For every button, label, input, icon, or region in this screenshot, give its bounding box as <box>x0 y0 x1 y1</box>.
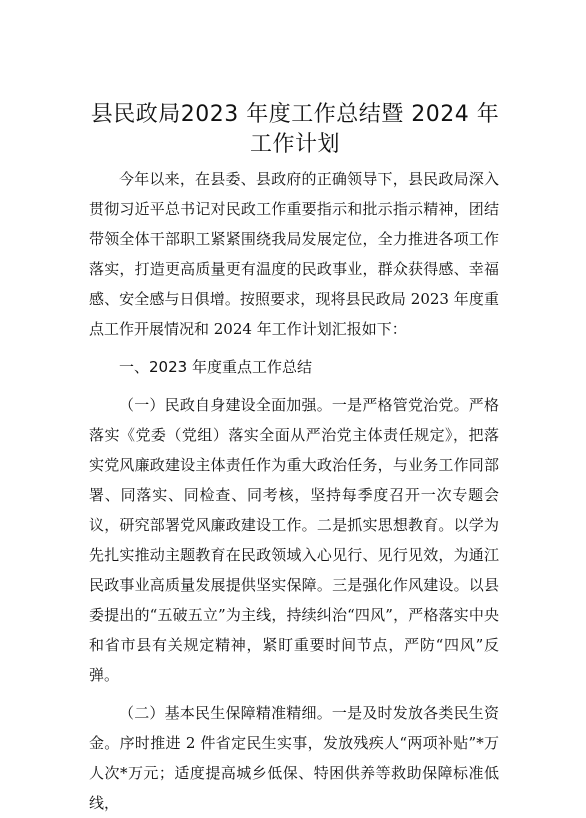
document-title: 县民政局2023 年度工作总结暨 2024 年工作计划 <box>90 102 500 157</box>
section-heading: 一、2023 年度重点工作总结 <box>119 358 312 376</box>
paragraph-party-building: （一）民政自身建设全面加强。一是严格管党治党。严格落实《党委（党组）落实全面从严治党主体责任规定》，把落实党风廉政建设主体责任作为重大政治任务，与业务工作同部署、同落实、同检查、同考核，坚持每季度召开一次专题会议，研究部署党风廉政建设工作。二是抓实思想教育。以学为先扎实推动主题教育在民政领域入心见行、见行见效，为通江民政事业高质量发展提供坚实保障。三是强化作风建设。以县委提出的“五破五立”为主线，持续纠治“四风”，严格落实中央和省市县有关规定精神，紧盯重要时间节点，严防“四风”反弹。 <box>89 396 499 684</box>
document-body <box>89 164 499 818</box>
intro-paragraph: 今年以来，在县委、县政府的正确领导下，县民政局深入贯彻习近平总书记对民政工作重要指示和批示指示精神，团结带领全体干部职工紧紧围绕我局发展定位，全力推进各项工作落实，打造更高质量更有温度的民政事业，群众获得感、幸福感、安全感与日俱增。按照要求，现将县民政局 2023 年度重点工作开展情况和 2024 年工作计划汇报如下： <box>89 170 499 338</box>
paragraph-livelihood: （二）基本民生保障精准精细。一是及时发放各类民生资金。序时推进 2 件省定民生实事，发放残疾人“两项补贴”*万人次*万元；适度提高城乡低保、特困供养等救助保障标准低线， <box>89 704 499 812</box>
paragraph-gap <box>89 690 499 698</box>
